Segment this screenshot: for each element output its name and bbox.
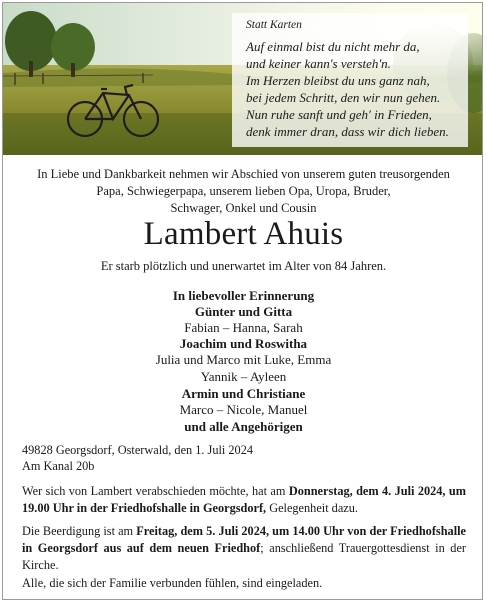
- landscape-photo-with-bicycle: [3, 3, 482, 155]
- poem-line: bei jedem Schritt, den wir nun gehen.: [246, 90, 441, 105]
- burial-date-time: Freitag, dem 5. Juli 2024, um 14.00 Uhr von der Friedhofshalle in Georgsdorf aus auf dem neuen Friedhof: [22, 524, 466, 555]
- family-line: Joachim und Roswitha: [179, 336, 308, 351]
- farewell-paragraph: [22, 483, 466, 517]
- burial-paragraph: [22, 523, 466, 574]
- poem-line: und keiner kann's versteh'n.: [246, 56, 391, 71]
- intro-line: In Liebe und Dankbarkeit nehmen wir Abschied von unserem guten treusorgenden: [37, 167, 450, 181]
- intro-line: Papa, Schwiegerpapa, unserem lieben Opa, Uropa, Bruder,: [96, 184, 391, 198]
- place-date: 49828 Georgsdorf, Osterwald, den 1. Juli 2024: [22, 443, 253, 457]
- family-line: und alle Angehörigen: [184, 419, 303, 434]
- closing-line: Alle, die sich der Familie verbunden fühlen, sind eingeladen.: [22, 576, 323, 590]
- poem-line: Auf einmal bist du nicht mehr da,: [246, 39, 420, 54]
- family-line: Fabian – Hanna, Sarah: [184, 320, 303, 335]
- farewell-text-end: Gelegenheit dazu.: [266, 501, 358, 515]
- farewell-text: Wer sich von Lambert verabschieden möchte, hat am: [22, 484, 289, 498]
- deceased-name: Lambert Ahuis: [143, 216, 344, 252]
- poem-box: [232, 13, 468, 147]
- family-line: Marco – Nicole, Manuel: [179, 402, 308, 417]
- burial-text: Die Beerdigung ist am: [22, 524, 137, 538]
- burial-text-end: ; anschließend Trauergottesdienst in der Kirche.: [22, 541, 467, 572]
- address: Am Kanal 20b: [22, 459, 95, 473]
- intro-line: Schwager, Onkel und Cousin: [170, 201, 317, 215]
- family-line: Julia und Marco mit Luke, Emma: [155, 352, 332, 367]
- poem-line: Im Herzen bleibst du uns ganz nah,: [246, 73, 430, 88]
- poem-line: denk immer dran, dass wir dich lieben.: [246, 124, 449, 139]
- poem-heading: Statt Karten: [246, 19, 302, 31]
- poem-line: Nun ruhe sanft und geh' in Frieden,: [246, 107, 432, 122]
- family-line: Günter und Gitta: [194, 304, 293, 319]
- age-statement: Er starb plötzlich und unerwartet im Alter von 84 Jahren.: [100, 259, 387, 273]
- family-line: Armin und Christiane: [181, 386, 306, 401]
- farewell-date-time: Donnerstag, dem 4. Juli 2024, um 19.00 Uhr in der Friedhofshalle in Georgsdorf,: [22, 484, 466, 515]
- family-line: In liebevoller Erinnerung: [172, 288, 315, 303]
- family-line: Yannik – Ayleen: [200, 369, 287, 384]
